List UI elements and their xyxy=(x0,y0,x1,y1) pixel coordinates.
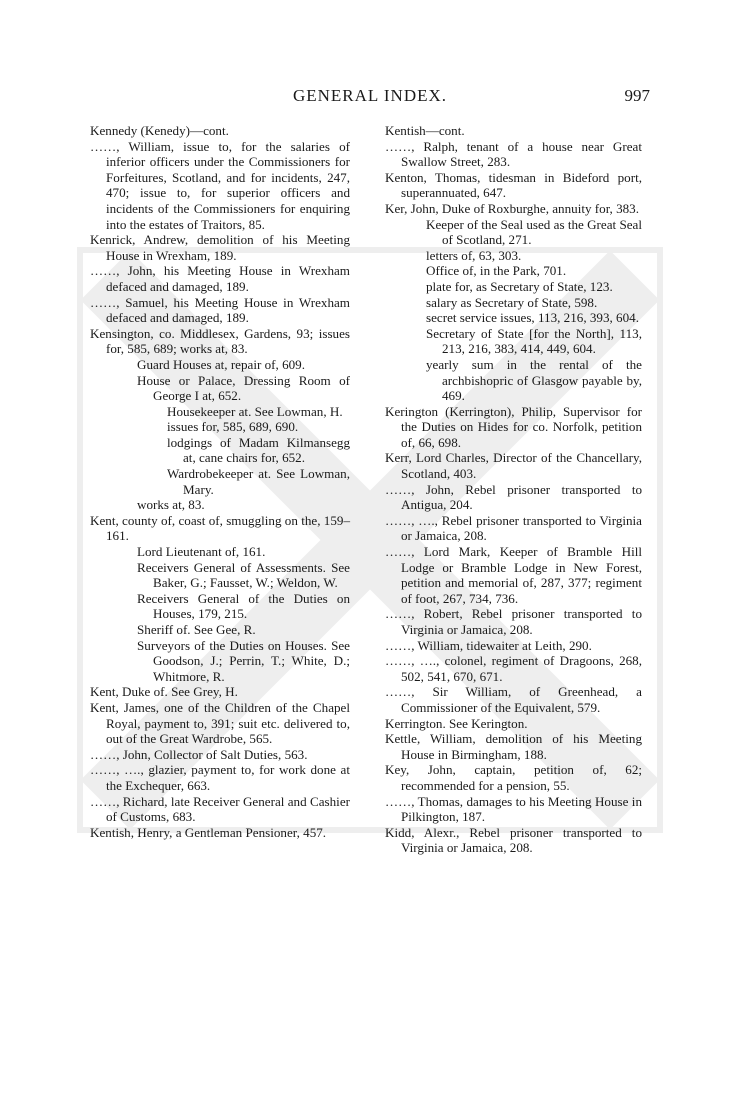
index-entry: ……, Robert, Rebel prisoner transported to Virginia or Jamaica, 208. xyxy=(385,606,642,637)
index-entry: Key, John, captain, petition of, 62; recommended for a pension, 55. xyxy=(385,762,642,793)
index-entry: ……, …., glazier, payment to, for work done at the Exchequer, 663. xyxy=(90,762,350,793)
index-entry: Keeper of the Seal used as the Great Seal of Scotland, 271. xyxy=(426,216,642,248)
index-entry: House or Palace, Dressing Room of George I at, 652. xyxy=(137,372,350,404)
index-entry: plate for, as Secretary of State, 123. xyxy=(426,278,613,294)
index-entry: Kent, James, one of the Children of the Chapel Royal, payment to, 391; suit etc. delivered to, out of the Great Wardrobe, 565. xyxy=(90,699,350,747)
index-entry: ……, John, his Meeting House in Wrexham defaced and damaged, 189. xyxy=(90,263,350,294)
running-title: GENERAL INDEX. xyxy=(292,86,448,105)
index-entry: salary as Secretary of State, 598. xyxy=(426,294,598,310)
index-entry: Lord Lieutenant of, 161. xyxy=(137,544,266,560)
index-entry: Kerr, Lord Charles, Director of the Chancellary, Scotland, 403. xyxy=(385,450,642,482)
index-entry: Kentish—cont. xyxy=(385,123,465,138)
index-entry: ……, Thomas, damages to his Meeting House in Pilkington, 187. xyxy=(385,793,642,825)
index-entry: ……, Lord Mark, Keeper of Bramble Hill Lodge or Bramble Lodge in New Forest, petition and memorial of, 287, 377; regiment of foot, 267, 734, 736. xyxy=(385,544,642,606)
index-entry: Kentish, Henry, a Gentleman Pensioner, 457. xyxy=(90,824,327,840)
index-entry: Receivers General of Assessments. See Baker, G.; Fausset, W.; Weldon, W. xyxy=(137,559,350,591)
index-entry: Kennedy (Kenedy)—cont. xyxy=(90,123,229,138)
index-entry: Guard Houses at, repair of, 609. xyxy=(137,356,305,372)
index-entry: issues for, 585, 689, 690. xyxy=(167,419,299,435)
index-column-left xyxy=(90,123,350,840)
index-entry: Office of, in the Park, 701. xyxy=(426,263,567,279)
index-entry: Housekeeper at. See Lowman, H. xyxy=(167,403,343,419)
index-entry: Kettle, William, demolition of his Meeting House in Birmingham, 188. xyxy=(385,731,642,762)
index-entry: Surveyors of the Duties on Houses. See Goodson, J.; Perrin, T.; White, D.; Whitmore, R. xyxy=(137,637,350,684)
index-entry: letters of, 63, 303. xyxy=(426,247,522,263)
index-entry: Kenrick, Andrew, demolition of his Meeting House in Wrexham, 189. xyxy=(90,232,350,263)
index-entry: ……, William, tidewaiter at Leith, 290. xyxy=(385,637,592,653)
index-entry: Kerrington. See Kerington. xyxy=(385,715,528,731)
index-entry: Kensington, co. Middlesex, Gardens, 93; issues for, 585, 689; works at, 83. xyxy=(90,325,350,357)
index-entry: ……, Richard, late Receiver General and Cashier of Customs, 683. xyxy=(90,793,350,825)
index-entry: Kent, Duke of. See Grey, H. xyxy=(90,684,238,700)
page-header xyxy=(90,86,650,110)
index-entry: works at, 83. xyxy=(137,497,205,513)
page-number: 997 xyxy=(624,86,650,105)
index-column-right xyxy=(385,123,642,856)
index-entry: lodgings of Madam Kilmansegg at, cane chairs for, 652. xyxy=(167,434,350,466)
index-entry: ……, Sir William, of Greenhead, a Commissioner of the Equivalent, 579. xyxy=(385,684,642,715)
index-entry: Secretary of State [for the North], 113, 213, 216, 383, 414, 449, 604. xyxy=(426,325,642,357)
index-entry: Kent, county of, coast of, smuggling on the, 159–161. xyxy=(90,512,350,544)
index-entry: Ker, John, Duke of Roxburghe, annuity for, 383. xyxy=(385,200,639,216)
index-entry: Kerington (Kerrington), Philip, Supervisor for the Duties on Hides for co. Norfolk, petition of, 66, 698. xyxy=(385,403,642,450)
index-entry: Receivers General of the Duties on Houses, 179, 215. xyxy=(137,590,350,622)
index-entry: secret service issues, 113, 216, 393, 604. xyxy=(426,310,639,326)
index-entry: ……, Ralph, tenant of a house near Great Swallow Street, 283. xyxy=(385,138,642,170)
index-entry: ……, …., colonel, regiment of Dragoons, 268, 502, 541, 670, 671. xyxy=(385,653,642,684)
index-entry: ……, John, Rebel prisoner transported to Antigua, 204. xyxy=(385,481,642,513)
index-entry: Kidd, Alexr., Rebel prisoner transported to Virginia or Jamaica, 208. xyxy=(385,824,642,856)
index-entry: ……, Samuel, his Meeting House in Wrexham defaced and damaged, 189. xyxy=(90,294,350,326)
index-entry: Sheriff of. See Gee, R. xyxy=(137,622,256,637)
index-entry: yearly sum in the rental of the archbishopric of Glasgow payable by, 469. xyxy=(426,356,642,404)
index-entry: Wardrobekeeper at. See Lowman, Mary. xyxy=(167,466,350,497)
index-entry: ……, William, issue to, for the salaries of inferior officers under the Commissioners for Forfeitures, Scotland, and for incidents, 247, 470; issue to, for superior officers and incidents of the Commissioners for enquiring into the estates of Traitors, 85. xyxy=(90,138,350,232)
index-entry: Kenton, Thomas, tidesman in Bideford port, superannuated, 647. xyxy=(385,169,642,201)
index-entry: ……, …., Rebel prisoner transported to Virginia or Jamaica, 208. xyxy=(385,512,642,544)
index-entry: ……, John, Collector of Salt Duties, 563. xyxy=(90,746,308,762)
